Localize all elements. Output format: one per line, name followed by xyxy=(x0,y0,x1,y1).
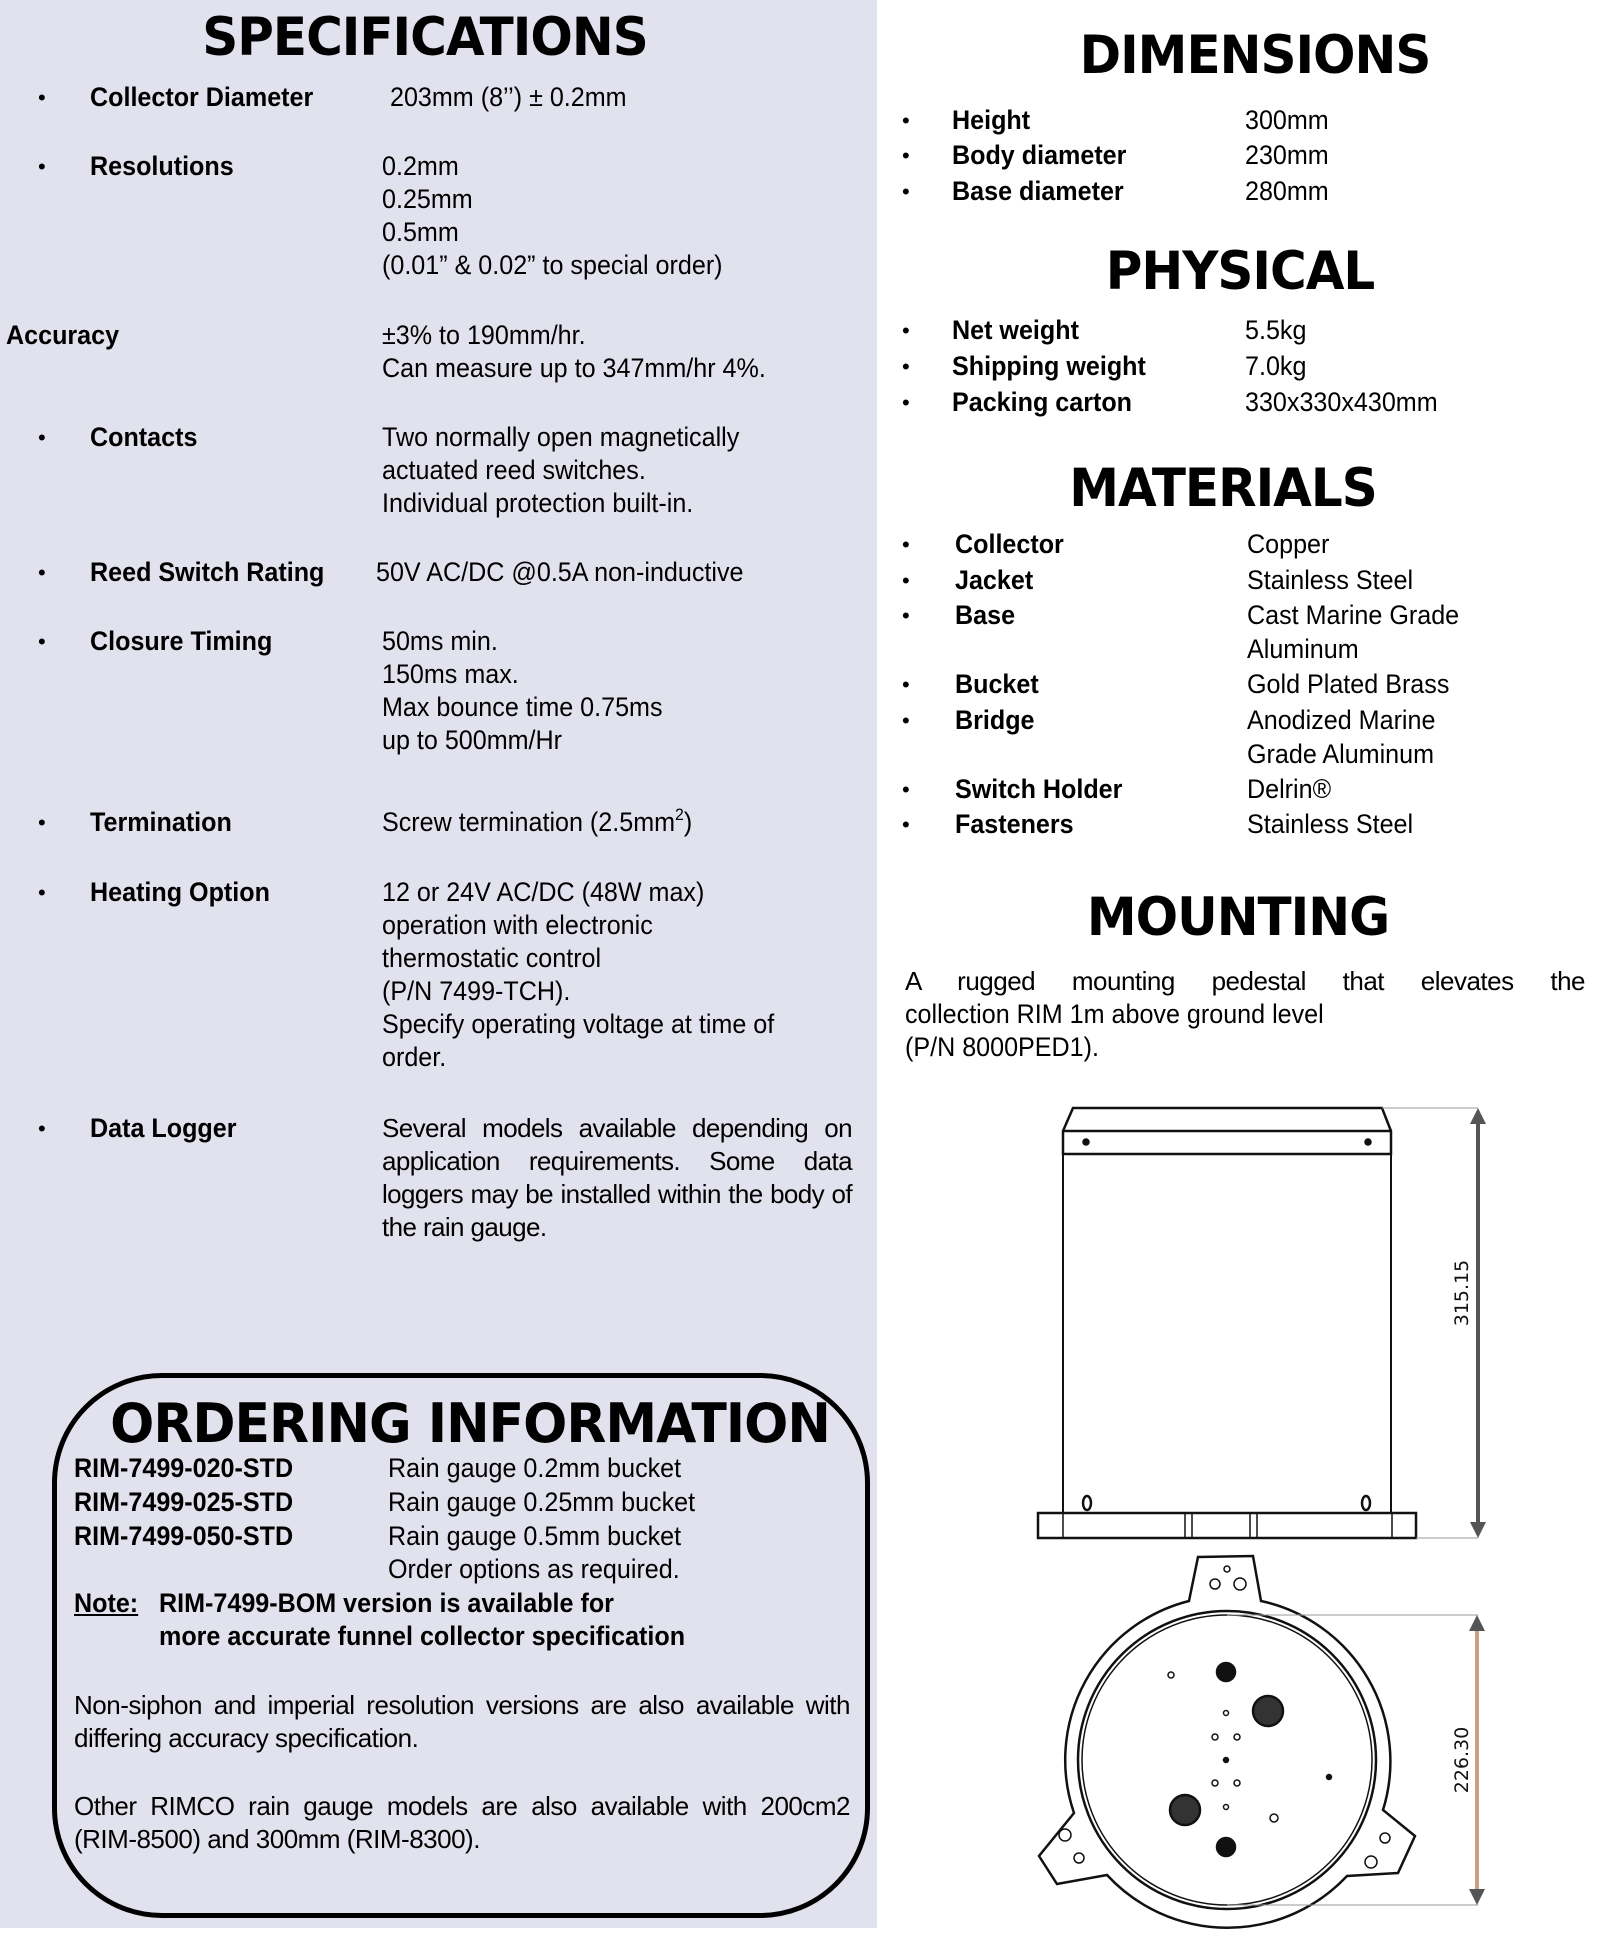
base-flange xyxy=(1038,1513,1416,1538)
bullet-icon: • xyxy=(38,810,46,835)
spec-value-line: 203mm (8’’) ± 0.2mm xyxy=(390,82,627,112)
drain-hole xyxy=(1217,1838,1235,1856)
spec-value-line: 12 or 24V AC/DC (48W max) xyxy=(382,877,705,907)
spec-value-text: ) xyxy=(683,807,693,837)
physical-value: 7.0kg xyxy=(1245,351,1307,381)
order-code: RIM-7499-025-STD xyxy=(74,1487,294,1517)
spec-label: Accuracy xyxy=(6,320,120,350)
spec-value-line: 0.25mm xyxy=(382,184,473,214)
mounting-heading: MOUNTING xyxy=(1086,886,1390,948)
bullet-icon: • xyxy=(38,425,46,450)
spec-value-line: Max bounce time 0.75ms xyxy=(382,692,663,722)
arrow-head-up xyxy=(1469,1615,1485,1631)
spec-value-line: Individual protection built-in. xyxy=(382,488,694,518)
specifications-heading: SPECIFICATIONS xyxy=(202,6,648,68)
bullet-icon: • xyxy=(38,560,46,585)
spec-value-line: Two normally open magnetically xyxy=(382,422,740,452)
arrow-head-down xyxy=(1470,1522,1486,1538)
spec-value-line: (P/N 7499-TCH). xyxy=(382,976,571,1006)
materials-heading: MATERIALS xyxy=(1069,457,1377,519)
drain-hole xyxy=(1217,1663,1235,1681)
spec-label: Resolutions xyxy=(90,151,234,181)
dimensions-label: Height xyxy=(952,105,1031,135)
spec-value-line: 0.2mm xyxy=(382,151,459,181)
physical-label: Shipping weight xyxy=(952,351,1146,381)
materials-value: Anodized Marine xyxy=(1247,705,1436,735)
spec-label: Data Logger xyxy=(90,1113,237,1143)
mounting-line-3: (P/N 8000PED1). xyxy=(905,1032,1099,1062)
order-description: Rain gauge 0.2mm bucket xyxy=(388,1453,682,1483)
note-line-1: RIM-7499-BOM version is available for xyxy=(159,1588,614,1618)
spec-value-line: actuated reed switches. xyxy=(382,455,646,485)
height-dimension xyxy=(1382,1108,1486,1538)
base-latch xyxy=(1083,1496,1091,1510)
materials-value: Aluminum xyxy=(1247,634,1359,664)
dimensions-label: Body diameter xyxy=(952,140,1127,170)
bullet-icon: • xyxy=(38,154,46,179)
spec-label: Closure Timing xyxy=(90,626,273,656)
mounting-line-2: collection RIM 1m above ground level xyxy=(905,999,1324,1029)
spec-value-line: thermostatic control xyxy=(382,943,602,973)
spec-label: Heating Option xyxy=(90,877,270,907)
bullet-icon: • xyxy=(902,672,910,697)
spec-value-line: 0.5mm xyxy=(382,217,459,247)
ordering-paragraph-1: Non-siphon and imperial resolution versions are also available with differing accuracy specification. xyxy=(74,1690,850,1753)
order-code: RIM-7499-020-STD xyxy=(74,1453,294,1483)
order-options-note: Order options as required. xyxy=(388,1554,680,1584)
materials-value: Cast Marine Grade xyxy=(1247,600,1460,630)
spec-value-line: up to 500mm/Hr xyxy=(382,725,563,755)
dimensions-value: 280mm xyxy=(1245,176,1329,206)
bullet-icon: • xyxy=(902,777,910,802)
side-view xyxy=(1038,1108,1416,1538)
physical-value: 5.5kg xyxy=(1245,315,1307,345)
materials-value: Delrin® xyxy=(1247,774,1332,804)
bullet-icon: • xyxy=(902,708,910,733)
note-line-2: more accurate funnel collector specification xyxy=(159,1621,686,1651)
materials-value: Grade Aluminum xyxy=(1247,739,1435,769)
materials-value: Copper xyxy=(1247,529,1330,559)
spec-value-line: operation with electronic xyxy=(382,910,653,940)
bullet-icon: • xyxy=(902,603,910,628)
spec-label: Termination xyxy=(90,807,232,837)
spec-value-line: Can measure up to 347mm/hr 4%. xyxy=(382,353,766,383)
bullet-icon: • xyxy=(38,629,46,654)
spec-value-text: Screw termination (2.5mm xyxy=(382,807,676,837)
order-description: Rain gauge 0.5mm bucket xyxy=(388,1521,682,1551)
materials-label: Fasteners xyxy=(955,809,1074,839)
dimensions-value: 230mm xyxy=(1245,140,1329,170)
spec-label: Contacts xyxy=(90,422,198,452)
bullet-icon: • xyxy=(38,85,46,110)
materials-label: Switch Holder xyxy=(955,774,1123,804)
body xyxy=(1063,1154,1391,1513)
bullet-icon: • xyxy=(38,1116,46,1141)
top-view xyxy=(1039,1556,1415,1928)
bullet-icon: • xyxy=(902,354,910,379)
spec-value-line: order. xyxy=(382,1042,447,1072)
bullet-icon: • xyxy=(38,880,46,905)
height-dimension-label: 315.15 xyxy=(1451,1259,1473,1327)
materials-label: Bridge xyxy=(955,705,1035,735)
bullet-icon: • xyxy=(902,532,910,557)
spec-value-line: 50V AC/DC @0.5A non-inductive xyxy=(376,557,744,587)
arrow-head-up xyxy=(1470,1108,1486,1124)
bullet-icon: • xyxy=(902,143,910,168)
ordering-heading: ORDERING INFORMATION xyxy=(110,1392,830,1456)
mesh-filter xyxy=(1170,1795,1200,1825)
spec-label: Reed Switch Rating xyxy=(90,557,325,587)
physical-label: Net weight xyxy=(952,315,1079,345)
materials-value: Stainless Steel xyxy=(1247,565,1414,595)
bullet-icon: • xyxy=(902,318,910,343)
order-code: RIM-7499-050-STD xyxy=(74,1521,294,1551)
note-label-text: Note: xyxy=(74,1588,139,1618)
spec-value-line: (0.01” & 0.02” to special order) xyxy=(382,250,723,280)
rim-screw xyxy=(1366,1140,1371,1145)
physical-heading: PHYSICAL xyxy=(1105,240,1375,302)
mounting-line-1: A rugged mounting pedestal that elevates the xyxy=(905,966,1585,996)
physical-value: 330x330x430mm xyxy=(1245,387,1438,417)
spec-value-line: 150ms max. xyxy=(382,659,519,689)
superscript: 2 xyxy=(675,805,684,824)
rim-screw xyxy=(1084,1140,1089,1145)
bullet-icon: • xyxy=(902,568,910,593)
ordering-paragraph-2: Other RIMCO rain gauge models are also available with 200cm2 (RIM-8500) and 300mm (RIM-8300). xyxy=(74,1791,850,1854)
bullet-icon: • xyxy=(902,390,910,415)
diameter-dimension xyxy=(1227,1615,1485,1905)
dimensions-value: 300mm xyxy=(1245,105,1329,135)
dimensions-label: Base diameter xyxy=(952,176,1124,206)
materials-value: Stainless Steel xyxy=(1247,809,1414,839)
arrow-head-down xyxy=(1469,1889,1485,1905)
materials-label: Bucket xyxy=(955,669,1039,699)
bullet-icon: • xyxy=(902,179,910,204)
base-latch xyxy=(1362,1496,1370,1510)
spec-value-line: Specify operating voltage at time of xyxy=(382,1009,775,1039)
dimensions-heading: DIMENSIONS xyxy=(1079,24,1431,86)
materials-value: Gold Plated Brass xyxy=(1247,669,1450,699)
order-description: Rain gauge 0.25mm bucket xyxy=(388,1487,696,1517)
spec-value-line: ±3% to 190mm/hr. xyxy=(382,320,586,350)
materials-label: Jacket xyxy=(955,565,1034,595)
physical-label: Packing carton xyxy=(952,387,1133,417)
diameter-dimension-label: 226.30 xyxy=(1451,1726,1473,1794)
materials-label: Base xyxy=(955,600,1016,630)
materials-label: Collector xyxy=(955,529,1064,559)
bullet-icon: • xyxy=(902,108,910,133)
spec-value-paragraph: Several models available depending on application requirements. Some data loggers may be installed within the body of the rain gauge. xyxy=(382,1113,852,1242)
mesh-filter xyxy=(1253,1696,1283,1726)
spec-label: Collector Diameter xyxy=(90,82,314,112)
spec-value-line: 50ms min. xyxy=(382,626,498,656)
bullet-icon: • xyxy=(902,812,910,837)
